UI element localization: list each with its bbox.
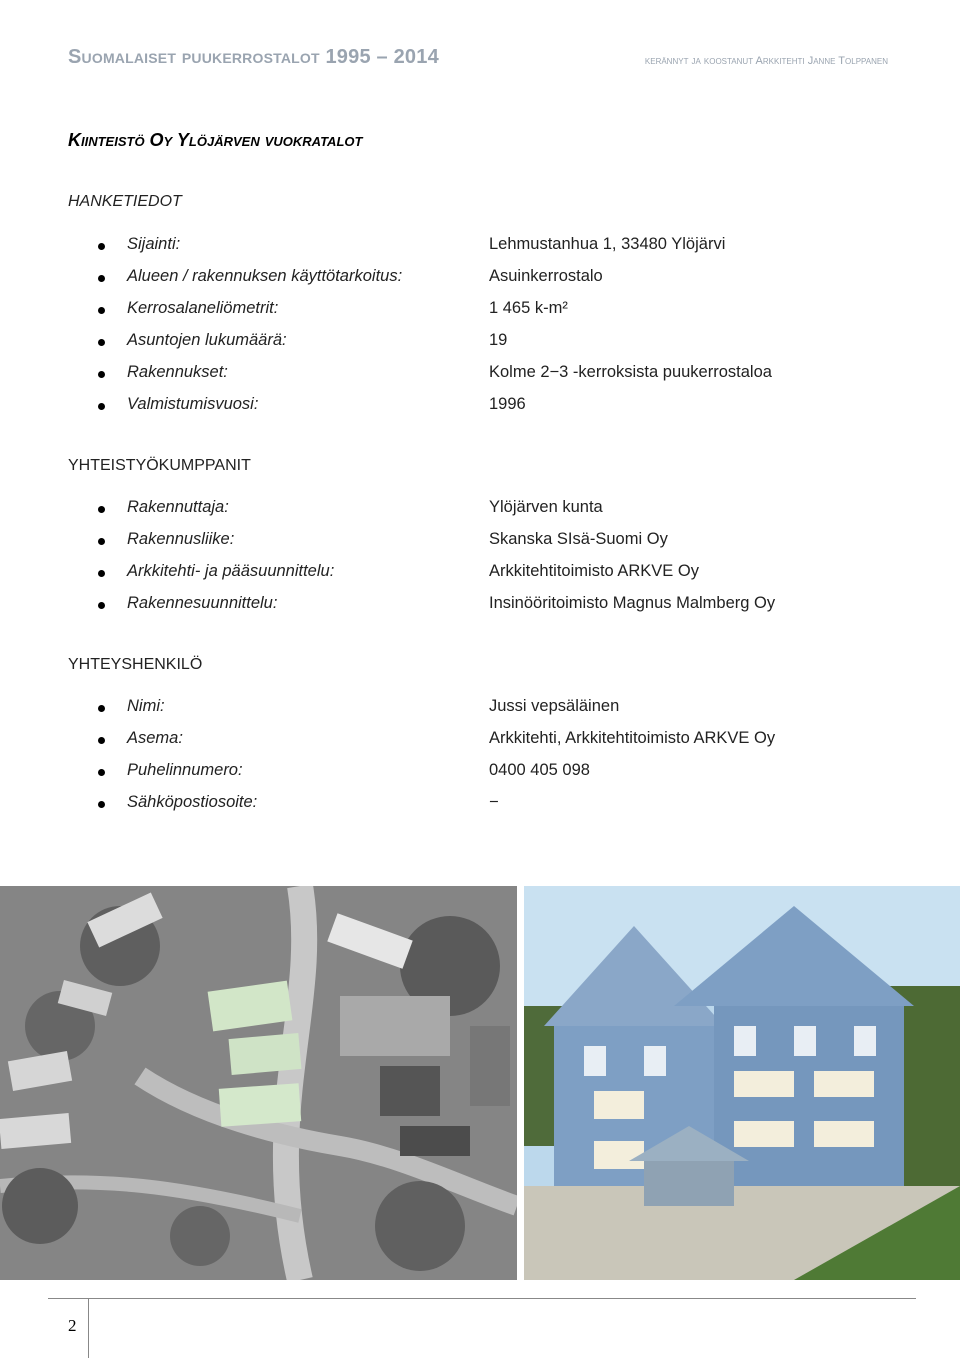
list-item	[0, 530, 960, 554]
list-item	[0, 729, 960, 753]
running-header-author: kerännyt ja koostanut Arkkitehti Janne Tolppanen	[644, 55, 888, 67]
item-value: −	[489, 793, 499, 811]
list-item	[0, 761, 960, 785]
bullet-icon	[98, 602, 105, 609]
item-value: 1 465 k-m²	[489, 299, 568, 317]
aerial-photo	[0, 886, 517, 1280]
list-item	[0, 498, 960, 522]
building-photo	[524, 886, 960, 1280]
item-label: Puhelinnumero:	[127, 761, 243, 779]
list-item	[0, 793, 960, 817]
list-item	[0, 697, 960, 721]
bullet-icon	[98, 371, 105, 378]
item-label: Valmistumisvuosi:	[127, 395, 259, 413]
item-value: 19	[489, 331, 508, 349]
section-heading-yhteyshenkilo: YHTEYSHENKILÖ	[68, 656, 203, 673]
bullet-icon	[98, 275, 105, 282]
item-value: Lehmustanhua 1, 33480 Ylöjärvi	[489, 235, 726, 253]
item-label: Sijainti:	[127, 235, 181, 253]
bullet-icon	[98, 339, 105, 346]
bullet-icon	[98, 570, 105, 577]
item-value: Insinööritoimisto Magnus Malmberg Oy	[489, 594, 776, 612]
item-label: Kerrosalaneliömetrit:	[127, 299, 279, 317]
bullet-icon	[98, 801, 105, 808]
bullet-icon	[98, 506, 105, 513]
item-label: Rakennuttaja:	[127, 498, 229, 516]
item-value: Ylöjärven kunta	[489, 498, 603, 516]
item-label: Alueen / rakennuksen käyttötarkoitus:	[127, 267, 403, 285]
item-value: 1996	[489, 395, 526, 413]
section-heading-hanketiedot: HANKETIEDOT	[68, 193, 182, 210]
list-item	[0, 331, 960, 355]
bullet-icon	[98, 737, 105, 744]
item-value: Arkkitehti, Arkkitehtitoimisto ARKVE Oy	[489, 729, 776, 747]
bullet-icon	[98, 705, 105, 712]
item-label: Rakennusliike:	[127, 530, 235, 548]
item-value: 0400 405 098	[489, 761, 590, 779]
list-item	[0, 594, 960, 618]
section-heading-yhteistyokumppanit: YHTEISTYÖKUMPPANIT	[68, 457, 251, 474]
bullet-icon	[98, 403, 105, 410]
item-label: Arkkitehti- ja pääsuunnittelu:	[127, 562, 335, 580]
list-item	[0, 363, 960, 387]
list-item	[0, 395, 960, 419]
item-value: Kolme 2−3 -kerroksista puukerrostaloa	[489, 363, 772, 381]
item-label: Asema:	[127, 729, 183, 747]
item-label: Asuntojen lukumäärä:	[127, 331, 287, 349]
bullet-icon	[98, 538, 105, 545]
bullet-icon	[98, 307, 105, 314]
list-item	[0, 267, 960, 291]
running-header-title: Suomalaiset puukerrostalot 1995 – 2014	[68, 46, 439, 68]
item-label: Rakennukset:	[127, 363, 228, 381]
item-label: Rakennesuunnittelu:	[127, 594, 278, 612]
page-title: Kiinteistö Oy Ylöjärven vuokratalot	[68, 130, 363, 150]
item-label: Nimi:	[127, 697, 165, 715]
item-value: Jussi vepsäläinen	[489, 697, 620, 715]
bullet-icon	[98, 769, 105, 776]
item-value: Skanska SIsä-Suomi Oy	[489, 530, 668, 548]
bullet-icon	[98, 243, 105, 250]
footer-rule	[48, 1298, 916, 1299]
list-item	[0, 562, 960, 586]
item-label: Sähköpostiosoite:	[127, 793, 258, 811]
list-item	[0, 235, 960, 259]
page-number: 2	[68, 1316, 77, 1335]
item-value: Asuinkerrostalo	[489, 267, 603, 285]
item-value: Arkkitehtitoimisto ARKVE Oy	[489, 562, 699, 580]
list-item	[0, 299, 960, 323]
